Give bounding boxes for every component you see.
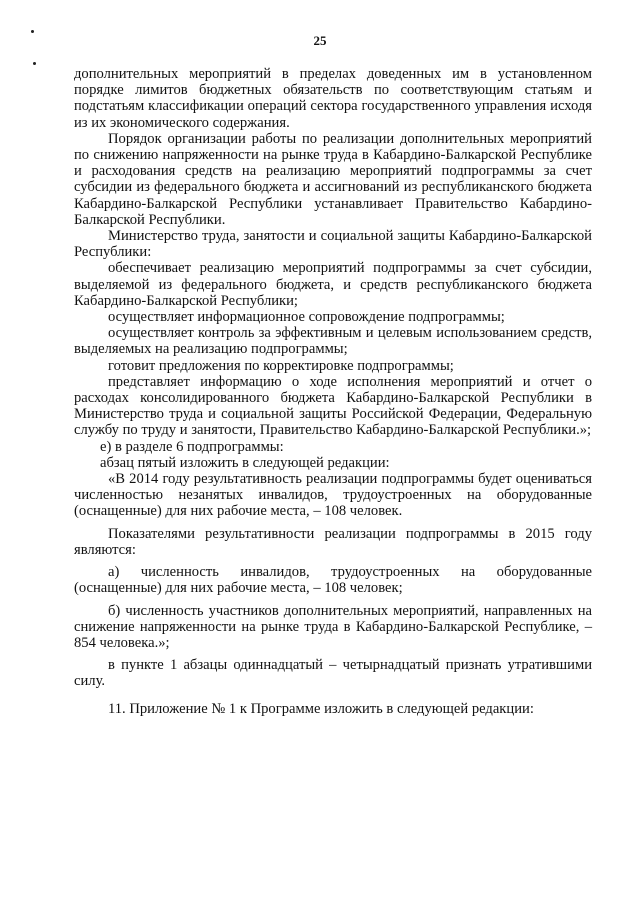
indicator-item-b: б) численность участников дополнительных мероприятий, направленных на снижение напряженности на рынке труда в Кабардино-Балкарской Республике, – 854 человека.»; [74,602,592,651]
section-11-heading: 11. Приложение № 1 к Программе изложить в следующей редакции: [108,700,534,717]
scan-speck [33,62,36,65]
page-number: 25 [313,33,327,48]
document-body [74,66,592,717]
amendment-item-e: е) в разделе 6 подпрограммы: [100,438,284,455]
paragraph-indicators-2015: Показателями результативности реализации подпрограммы в 2015 году являются: [74,525,592,558]
list-item-proposals: готовит предложения по корректировке подпрограммы; [108,357,454,374]
list-item-control: осуществляет контроль за эффективным и целевым использованием средств, выделяемых на реализацию подпрограммы; [74,325,592,358]
paragraph-procedure: Порядок организации работы по реализации дополнительных мероприятий по снижению напряженности на рынке труда в Кабардино-Балкарской Республике и расходования средств на реализацию мероприятий подпрограммы за счет субсидии из федерального бюджета и ассигнований из республиканского бюджета Кабардино-Балкарской Республики устанавливает Правительство Кабардино-Балкарской Республики. [74,130,592,228]
paragraph-continuation: дополнительных мероприятий в пределах доведенных им в установленном порядке лимитов бюджетных обязательств по соответствующим статьям и подстатьям классификации операций сектора государственного управления исходя из их экономического содержания. [74,66,592,131]
indicator-item-a: а) численность инвалидов, трудоустроенных на оборудованные (оснащенные) для них рабочие места, – 108 человек; [74,564,592,597]
list-item-info-support: осуществляет информационное сопровождение подпрограммы; [108,309,505,326]
paragraph-ministry: Министерство труда, занятости и социальной защиты Кабардино-Балкарской Республики: [74,228,592,261]
list-item-ensures: обеспечивает реализацию мероприятий подпрограммы за счет субсидии, выделяемой из федерального бюджета, и средств республиканского бюджета Кабардино-Балкарской Республики; [74,260,592,309]
list-item-reporting: представляет информацию о ходе исполнения мероприятий и отчет о расходах консолидированного бюджета Кабардино-Балкарской Республики в Министерство труда и социальной защиты Российской Федерации, Федеральную службу по труду и занятости, Правительство Кабардино-Балкарской Республики.»; [74,373,592,439]
quoted-paragraph-2014: «В 2014 году результативность реализации подпрограммы будет оцениваться численностью незанятых инвалидов, трудоустроенных на оборудованные (оснащенные) для них рабочие места, – 108 человек. [74,471,592,520]
amendment-instruction: абзац пятый изложить в следующей редакции: [100,454,390,471]
amendment-item-v: в пункте 1 абзацы одиннадцатый – четырнадцатый признать утратившими силу. [74,657,592,690]
